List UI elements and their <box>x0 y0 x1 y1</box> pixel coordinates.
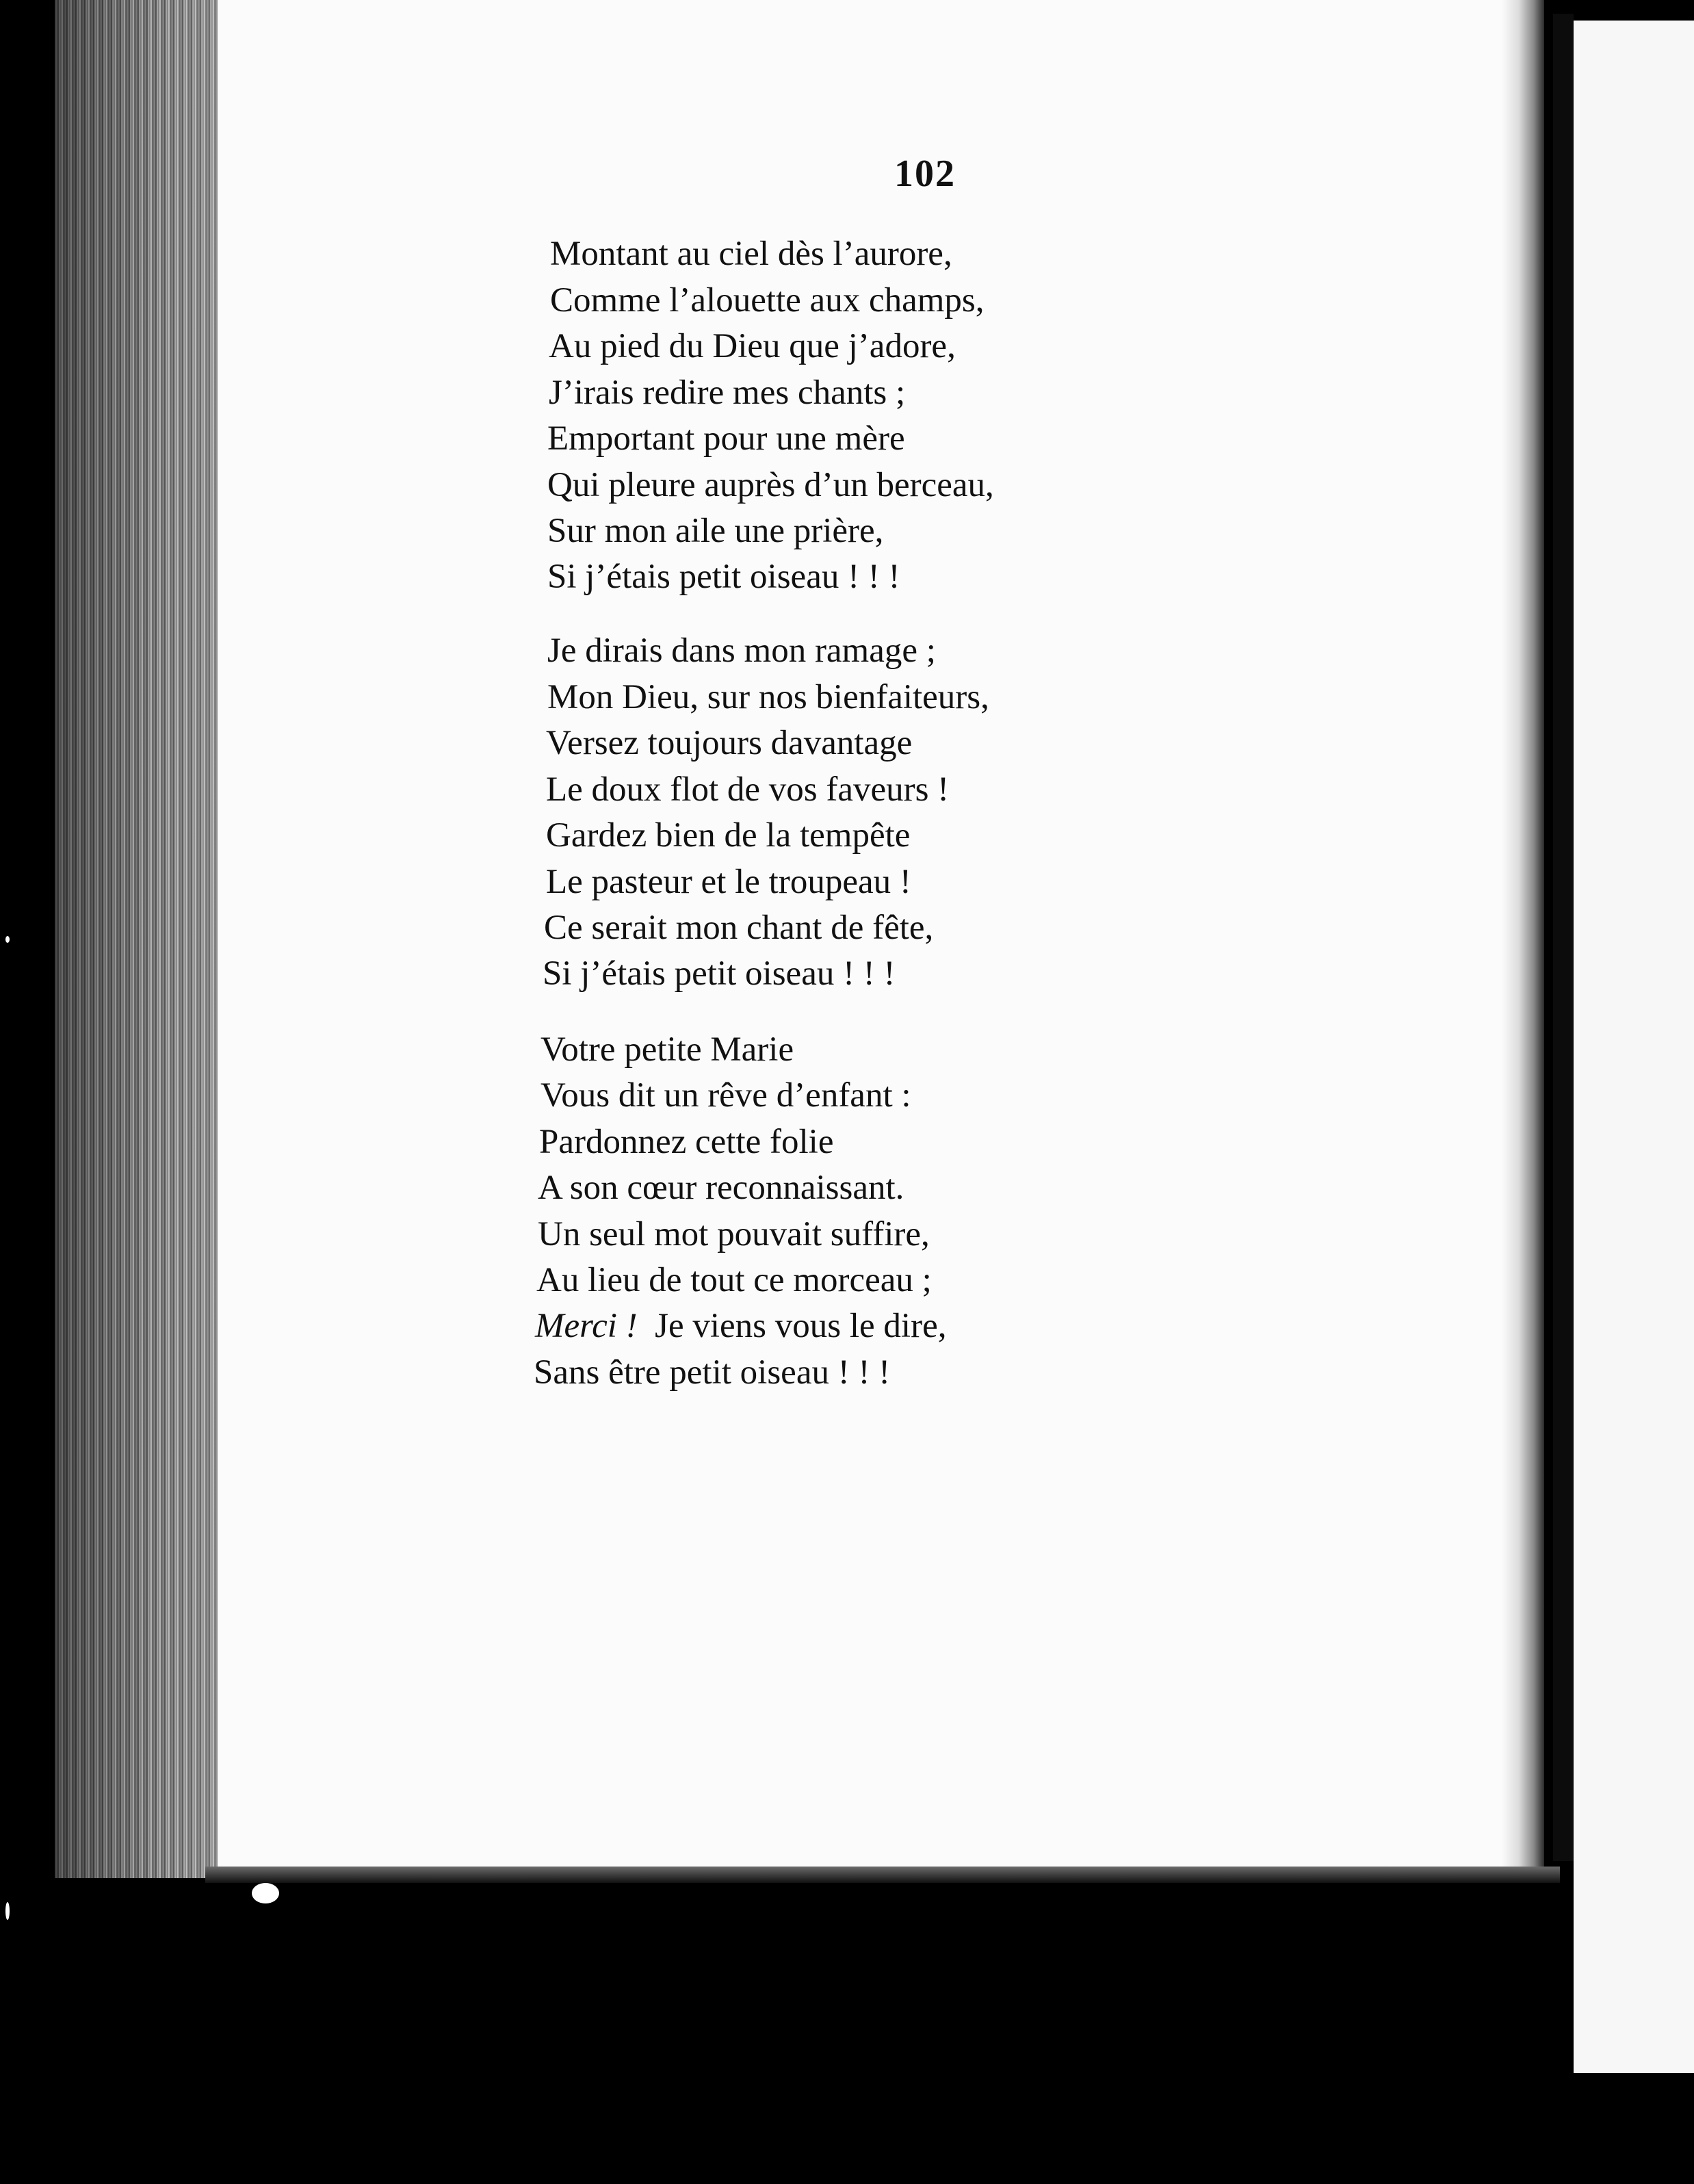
poem-line: Au lieu de tout ce morceau ; <box>536 1261 932 1299</box>
poem-line-text: Je viens vous le dire, <box>655 1307 947 1345</box>
poem-line: Si j’étais petit oiseau ! ! ! <box>543 954 896 993</box>
poem-line: J’irais redire mes chants ; <box>549 374 906 412</box>
poem-line: Emportant pour une mère <box>547 419 905 458</box>
poem-line: Vous dit un rêve d’enfant : <box>540 1076 911 1115</box>
poem-line: Ce serait mon chant de fête, <box>544 909 934 947</box>
poem-line: Qui pleure auprès d’un berceau, <box>547 466 994 504</box>
poem-line: Si j’étais petit oiseau ! ! ! <box>547 558 900 596</box>
poem-line: Le pasteur et le troupeau ! <box>546 863 911 901</box>
emphasis-merci: Merci ! <box>535 1307 638 1345</box>
poem-line: Sans être petit oiseau ! ! ! <box>534 1353 891 1392</box>
poem-line: Le doux flot de vos faveurs ! <box>546 770 950 809</box>
poem-line: Mon Dieu, sur nos bienfaiteurs, <box>547 678 989 716</box>
poem-line: Comme l’alouette aux champs, <box>550 281 985 320</box>
poem-line: Votre petite Marie <box>540 1030 794 1069</box>
poem-line: Au pied du Dieu que j’adore, <box>549 327 956 365</box>
poem-line: Je dirais dans mon ramage ; <box>547 632 936 670</box>
poem-line: Pardonnez cette folie <box>539 1123 834 1161</box>
poem-line: Gardez bien de la tempête <box>546 816 911 855</box>
poem-line: Un seul mot pouvait suffire, <box>538 1215 930 1253</box>
poem-line: A son cœur reconnaissant. <box>538 1169 904 1207</box>
poem-line <box>535 1309 946 1344</box>
poem-line: Montant au ciel dès l’aurore, <box>550 235 952 273</box>
poem-line: Versez toujours davantage <box>546 724 913 762</box>
page-number: 102 <box>894 153 956 195</box>
poem-line: Sur mon aile une prière, <box>547 512 884 550</box>
